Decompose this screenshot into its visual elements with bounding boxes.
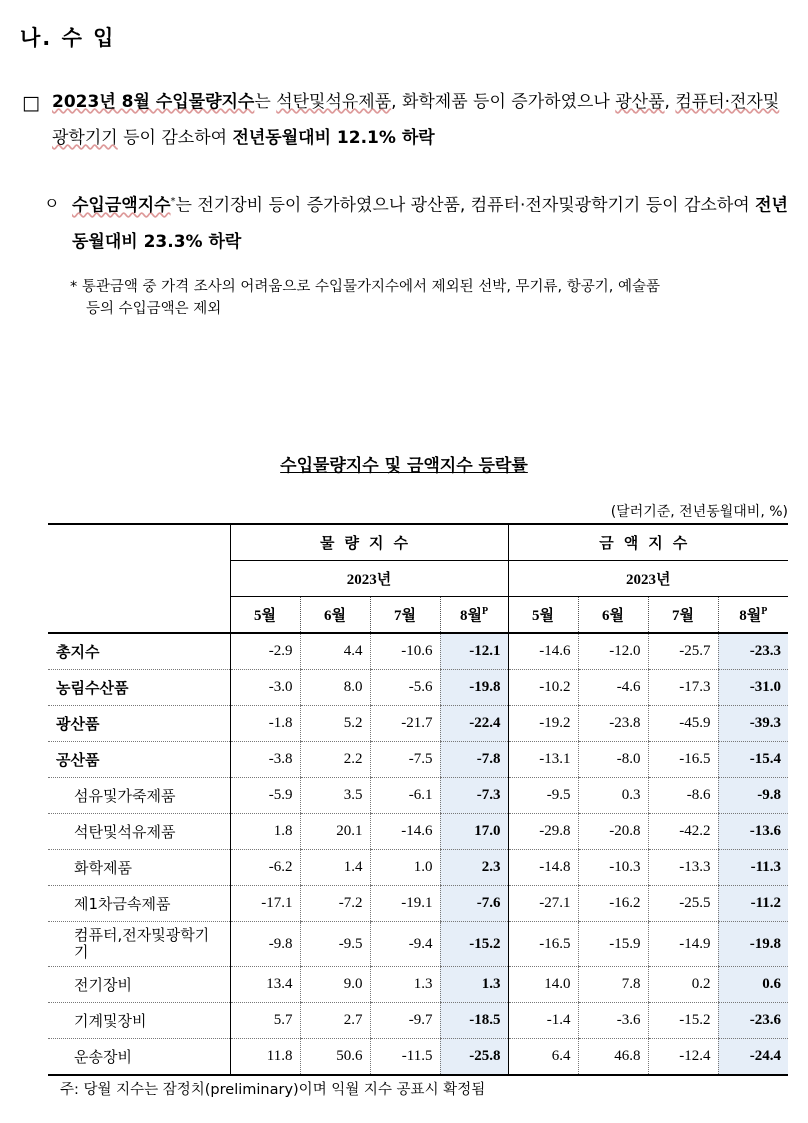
para2-text-b: 는 전기장비 등이 증가하였으나 광산품, 컴퓨터·전자및광학기기 등이 감소하여 [175,195,756,216]
asterisk-note [70,276,790,320]
amount-cell: -9.8 [718,778,788,814]
amount-cell: -25.5 [648,886,718,922]
note-line-2: 등의 수입금액은 제외 [86,301,222,317]
table-row [48,850,788,886]
row-label: 농림수산품 [48,670,230,706]
volume-cell: -9.4 [370,922,440,967]
amount-cell: -13.6 [718,814,788,850]
row-label: 컴퓨터,전자및광학기기 [48,922,230,967]
amount-cell: -12.4 [648,1039,718,1076]
volume-cell: -3.8 [230,742,300,778]
para1-subject: 2023년 8월 수입물량지수 [52,92,255,112]
volume-cell: 1.0 [370,850,440,886]
volume-cell: 5.7 [230,1003,300,1039]
table-row [48,922,788,967]
volume-cell: 11.8 [230,1039,300,1076]
amount-month-header: 5월 [508,597,578,634]
volume-cell: 1.8 [230,814,300,850]
volume-cell: 1.4 [300,850,370,886]
volume-cell: -1.8 [230,706,300,742]
amount-cell: -45.9 [648,706,718,742]
volume-cell: 20.1 [300,814,370,850]
table-row [48,778,788,814]
volume-month-header: 8월$^P$ [440,597,508,634]
volume-cell: 50.6 [300,1039,370,1076]
volume-cell: -9.8 [230,922,300,967]
volume-cell: -7.8 [440,742,508,778]
volume-cell: -19.8 [440,670,508,706]
import-index-table [48,523,788,1076]
table-row [48,633,788,670]
volume-cell: 1.3 [370,967,440,1003]
amount-cell: -13.1 [508,742,578,778]
import-volume-paragraph [52,84,792,156]
volume-cell: 17.0 [440,814,508,850]
amount-cell: -14.6 [508,633,578,670]
para1-decrease-item-2: 컴퓨터·전자및광학기기 [52,92,780,148]
table-unit: (달러기준, 전년동월대비, %) [610,504,788,520]
volume-cell: 2.3 [440,850,508,886]
volume-cell: 2.7 [300,1003,370,1039]
amount-cell: -14.9 [648,922,718,967]
volume-cell: -12.1 [440,633,508,670]
volume-cell: -6.2 [230,850,300,886]
volume-cell: -7.5 [370,742,440,778]
amount-cell: 46.8 [578,1039,648,1076]
para1-text-h: 등이 감소하여 [117,128,233,148]
row-label: 운송장비 [48,1039,230,1076]
amount-cell: -16.5 [508,922,578,967]
amount-cell: -23.6 [718,1003,788,1039]
volume-index-header: 물량지수 [230,524,508,561]
volume-cell: -18.5 [440,1003,508,1039]
amount-cell: -19.8 [718,922,788,967]
amount-cell: -23.3 [718,633,788,670]
amount-cell: 0.3 [578,778,648,814]
amount-cell: -39.3 [718,706,788,742]
volume-cell: 1.3 [440,967,508,1003]
amount-cell: -8.0 [578,742,648,778]
amount-cell: -9.5 [508,778,578,814]
para2-asterisk: * [170,196,176,207]
row-label: 제1차금속제품 [48,886,230,922]
amount-cell: -15.9 [578,922,648,967]
para1-text-f: , [664,92,676,112]
note-line-1: * 통관금액 중 가격 조사의 어려움으로 수입물가지수에서 제외된 선박, 무기류, 항공기, 예술품 [70,279,661,295]
volume-cell: -25.8 [440,1039,508,1076]
para1-increase-item: 석탄및석유제품 [276,92,392,112]
amount-cell: -17.3 [648,670,718,706]
row-label: 전기장비 [48,967,230,1003]
para1-text-d: , 화학제품 등이 증가하였으나 [391,92,616,112]
table-row [48,670,788,706]
volume-cell: -14.6 [370,814,440,850]
volume-cell: -6.1 [370,778,440,814]
amount-cell: -4.6 [578,670,648,706]
amount-index-header: 금액지수 [508,524,788,561]
amount-cell: -29.8 [508,814,578,850]
table-row [48,886,788,922]
volume-year-header: 2023년 [230,561,508,597]
volume-cell: -7.6 [440,886,508,922]
row-label: 석탄및석유제품 [48,814,230,850]
amount-cell: -15.4 [718,742,788,778]
amount-month-header: 8월$^P$ [718,597,788,634]
volume-month-header: 5월 [230,597,300,634]
amount-cell: -20.8 [578,814,648,850]
amount-cell: 0.6 [718,967,788,1003]
para2-change: 전년동월대비 23.3% 하락 [72,195,788,252]
volume-cell: -5.9 [230,778,300,814]
preliminary-mark: P [761,606,768,617]
volume-cell: -21.7 [370,706,440,742]
amount-cell: -11.3 [718,850,788,886]
para1-change: 12.1% 하락 [331,128,435,148]
square-bullet-icon: □ [22,92,40,114]
amount-cell: -19.2 [508,706,578,742]
volume-cell: 4.4 [300,633,370,670]
volume-cell: -22.4 [440,706,508,742]
amount-cell: -12.0 [578,633,648,670]
amount-cell: -1.4 [508,1003,578,1039]
amount-cell: -31.0 [718,670,788,706]
table-row [48,967,788,1003]
volume-cell: -10.6 [370,633,440,670]
corner-cell [48,524,230,633]
circle-bullet-icon: ㅇ [44,194,60,213]
volume-cell: -9.7 [370,1003,440,1039]
amount-cell: 14.0 [508,967,578,1003]
section-heading: 나. 수 입 [20,26,116,50]
row-label: 광산품 [48,706,230,742]
volume-cell: -3.0 [230,670,300,706]
volume-cell: -2.9 [230,633,300,670]
amount-cell: -42.2 [648,814,718,850]
amount-cell: -8.6 [648,778,718,814]
volume-month-header: 6월 [300,597,370,634]
row-label: 총지수 [48,633,230,670]
row-label: 공산품 [48,742,230,778]
para1-decrease-item: 광산품 [615,92,665,112]
amount-year-header: 2023년 [508,561,788,597]
row-label: 화학제품 [48,850,230,886]
volume-cell: 2.2 [300,742,370,778]
table-title: 수입물량지수 및 금액지수 등락률 [280,456,528,476]
volume-cell: -5.6 [370,670,440,706]
volume-cell: -15.2 [440,922,508,967]
amount-cell: -25.7 [648,633,718,670]
amount-cell: 7.8 [578,967,648,1003]
amount-month-header: 6월 [578,597,648,634]
table-row [48,706,788,742]
volume-month-header: 7월 [370,597,440,634]
table-row [48,814,788,850]
volume-cell: -9.5 [300,922,370,967]
amount-cell: -10.3 [578,850,648,886]
amount-month-header: 7월 [648,597,718,634]
amount-cell: -23.8 [578,706,648,742]
table-row [48,1003,788,1039]
para1-yoy: 전년동월대비 [232,128,331,148]
row-label: 기계및장비 [48,1003,230,1039]
amount-cell: 0.2 [648,967,718,1003]
volume-cell: 3.5 [300,778,370,814]
amount-cell: -13.3 [648,850,718,886]
amount-cell: -24.4 [718,1039,788,1076]
amount-cell: -3.6 [578,1003,648,1039]
para1-text-b: 는 [254,92,277,112]
volume-cell: 9.0 [300,967,370,1003]
row-label: 섬유및가죽제품 [48,778,230,814]
para2-subject: 수입금액지수 [72,195,171,216]
volume-cell: -11.5 [370,1039,440,1076]
amount-cell: -15.2 [648,1003,718,1039]
amount-cell: -27.1 [508,886,578,922]
amount-cell: -11.2 [718,886,788,922]
table-row [48,742,788,778]
table-footnote: 주: 당월 지수는 잠정치(preliminary)이며 익월 지수 공표시 확정됨 [60,1082,486,1098]
amount-cell: -16.2 [578,886,648,922]
volume-cell: -7.3 [440,778,508,814]
import-amount-paragraph [72,184,792,260]
amount-cell: -16.5 [648,742,718,778]
volume-cell: -7.2 [300,886,370,922]
amount-cell: 6.4 [508,1039,578,1076]
amount-cell: -10.2 [508,670,578,706]
volume-cell: -17.1 [230,886,300,922]
volume-cell: 5.2 [300,706,370,742]
volume-cell: 8.0 [300,670,370,706]
volume-cell: 13.4 [230,967,300,1003]
volume-cell: -19.1 [370,886,440,922]
amount-cell: -14.8 [508,850,578,886]
table-row [48,1039,788,1076]
preliminary-mark: P [481,606,489,617]
